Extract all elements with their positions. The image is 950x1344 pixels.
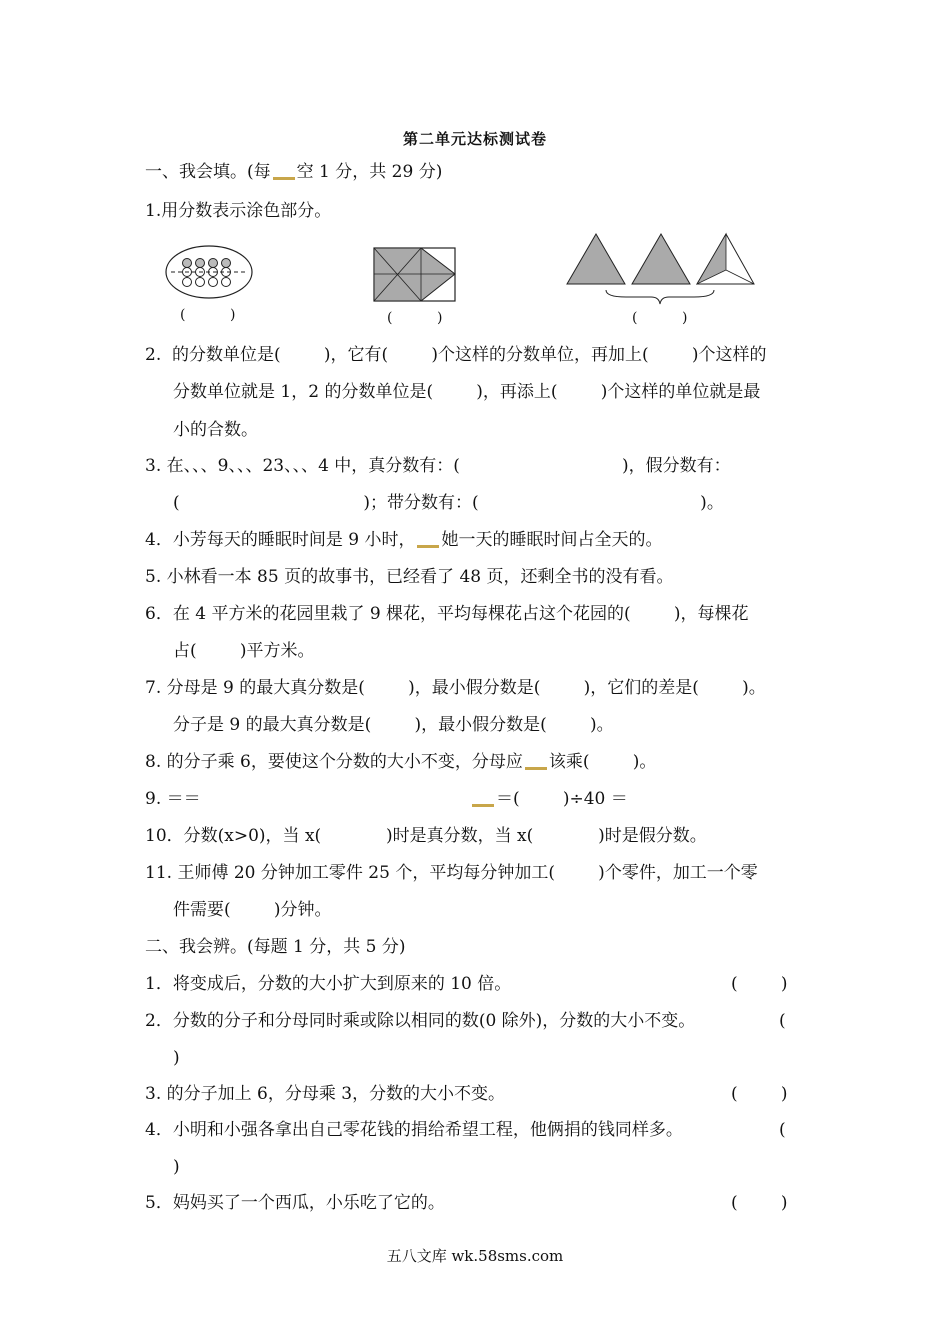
judge-4-paren-open[interactable]: (	[779, 1120, 786, 1140]
question-4-b: 她一天的睡眠时间占全天的。	[441, 530, 663, 550]
judge-5-paren[interactable]: ( )	[731, 1193, 788, 1213]
question-8-a: 8. 的分子乘 6，要使这个分数的大小不变，分母应	[145, 752, 523, 772]
answer-paren-1[interactable]: ( )	[180, 307, 236, 323]
question-11-line-1: 11. 王师傅 20 分钟加工零件 25 个，平均每分钟加工( )个零件，加工一个零	[145, 863, 758, 883]
judge-1: 1．将变成后，分数的大小扩大到原来的 10 倍。	[145, 974, 512, 994]
section1-heading	[145, 160, 442, 184]
judge-4: 4．小明和小强各拿出自己零花钱的捐给希望工程，他俩捐的钱同样多。	[145, 1120, 683, 1140]
oval-circles-figure	[165, 244, 255, 300]
question-8	[145, 750, 656, 774]
question-1: 1.用分数表示涂色部分。	[145, 201, 332, 221]
question-9-a: 9. ＝＝	[145, 789, 201, 809]
judge-5: 5．妈妈买了一个西瓜，小乐吃了它的。	[145, 1193, 445, 1213]
judge-2: 2．分数的分子和分母同时乘或除以相同的数(0 除外)，分数的大小不变。	[145, 1011, 696, 1031]
footer-watermark: 五八文库 wk.58sms.com	[386, 1247, 564, 1265]
question-9-b-text: ＝( )÷40 ＝	[496, 789, 628, 809]
section1-heading-b: 空 1 分，共 29 分)	[296, 162, 443, 182]
section1-heading-a: 一、我会填。(每	[145, 162, 271, 182]
answer-blank[interactable]	[417, 545, 439, 548]
question-2-line-3: 小的合数。	[173, 420, 258, 440]
answer-paren-2[interactable]: ( )	[387, 310, 443, 326]
answer-blank[interactable]	[273, 177, 295, 180]
judge-4-paren-close[interactable]: )	[173, 1157, 180, 1177]
question-6-line-1: 6．在 4 平方米的花园里栽了 9 棵花，平均每棵花占这个花园的( )，每棵花	[145, 604, 749, 624]
judge-1-paren[interactable]: ( )	[731, 974, 788, 994]
judge-2-paren-open[interactable]: (	[779, 1011, 786, 1031]
question-7-line-2: 分子是 9 的最大真分数是( )，最小假分数是( )。	[173, 715, 614, 735]
question-4	[145, 528, 662, 552]
question-2-line-2: 分数单位就是 1，2 的分数单位是( )，再添上( )个这样的单位就是最	[173, 382, 761, 402]
question-2-line-1: 2. 的分数单位是( )，它有( )个这样的分数单位，再加上( )个这样的	[145, 345, 767, 365]
question-11-line-2: 件需要( )分钟。	[173, 900, 332, 920]
answer-blank[interactable]	[472, 804, 494, 807]
answer-blank[interactable]	[525, 767, 547, 770]
rectangle-kite-figure	[373, 247, 457, 303]
judge-2-paren-close[interactable]: )	[173, 1048, 180, 1068]
question-4-a: 4．小芳每天的睡眠时间是 9 小时，	[145, 530, 416, 550]
section2-heading: 二、我会辨。(每题 1 分，共 5 分)	[145, 937, 406, 957]
triangles-figure	[566, 232, 756, 307]
question-9-b	[470, 787, 628, 811]
question-8-b: 该乘( )。	[548, 752, 657, 772]
question-3-line-2: ( )；带分数有：( )。	[173, 493, 724, 513]
judge-3-paren[interactable]: ( )	[731, 1084, 788, 1104]
question-3-line-1: 3. 在、、、9、、、23、、、4 中，真分数有：( )，假分数有：	[145, 456, 731, 476]
answer-paren-3[interactable]: ( )	[632, 310, 688, 326]
question-10: 10．分数(x>0)，当 x( )时是真分数，当 x( )时是假分数。	[145, 826, 707, 846]
question-5: 5. 小林看一本 85 页的故事书，已经看了 48 页，还剩全书的没有看。	[145, 567, 674, 587]
question-7-line-1: 7. 分母是 9 的最大真分数是( )，最小假分数是( )，它们的差是( )。	[145, 678, 766, 698]
question-6-line-2: 占( )平方米。	[173, 641, 315, 661]
judge-3: 3. 的分子加上 6，分母乘 3，分数的大小不变。	[145, 1084, 506, 1104]
page-title: 第二单元达标测试卷	[402, 130, 547, 148]
